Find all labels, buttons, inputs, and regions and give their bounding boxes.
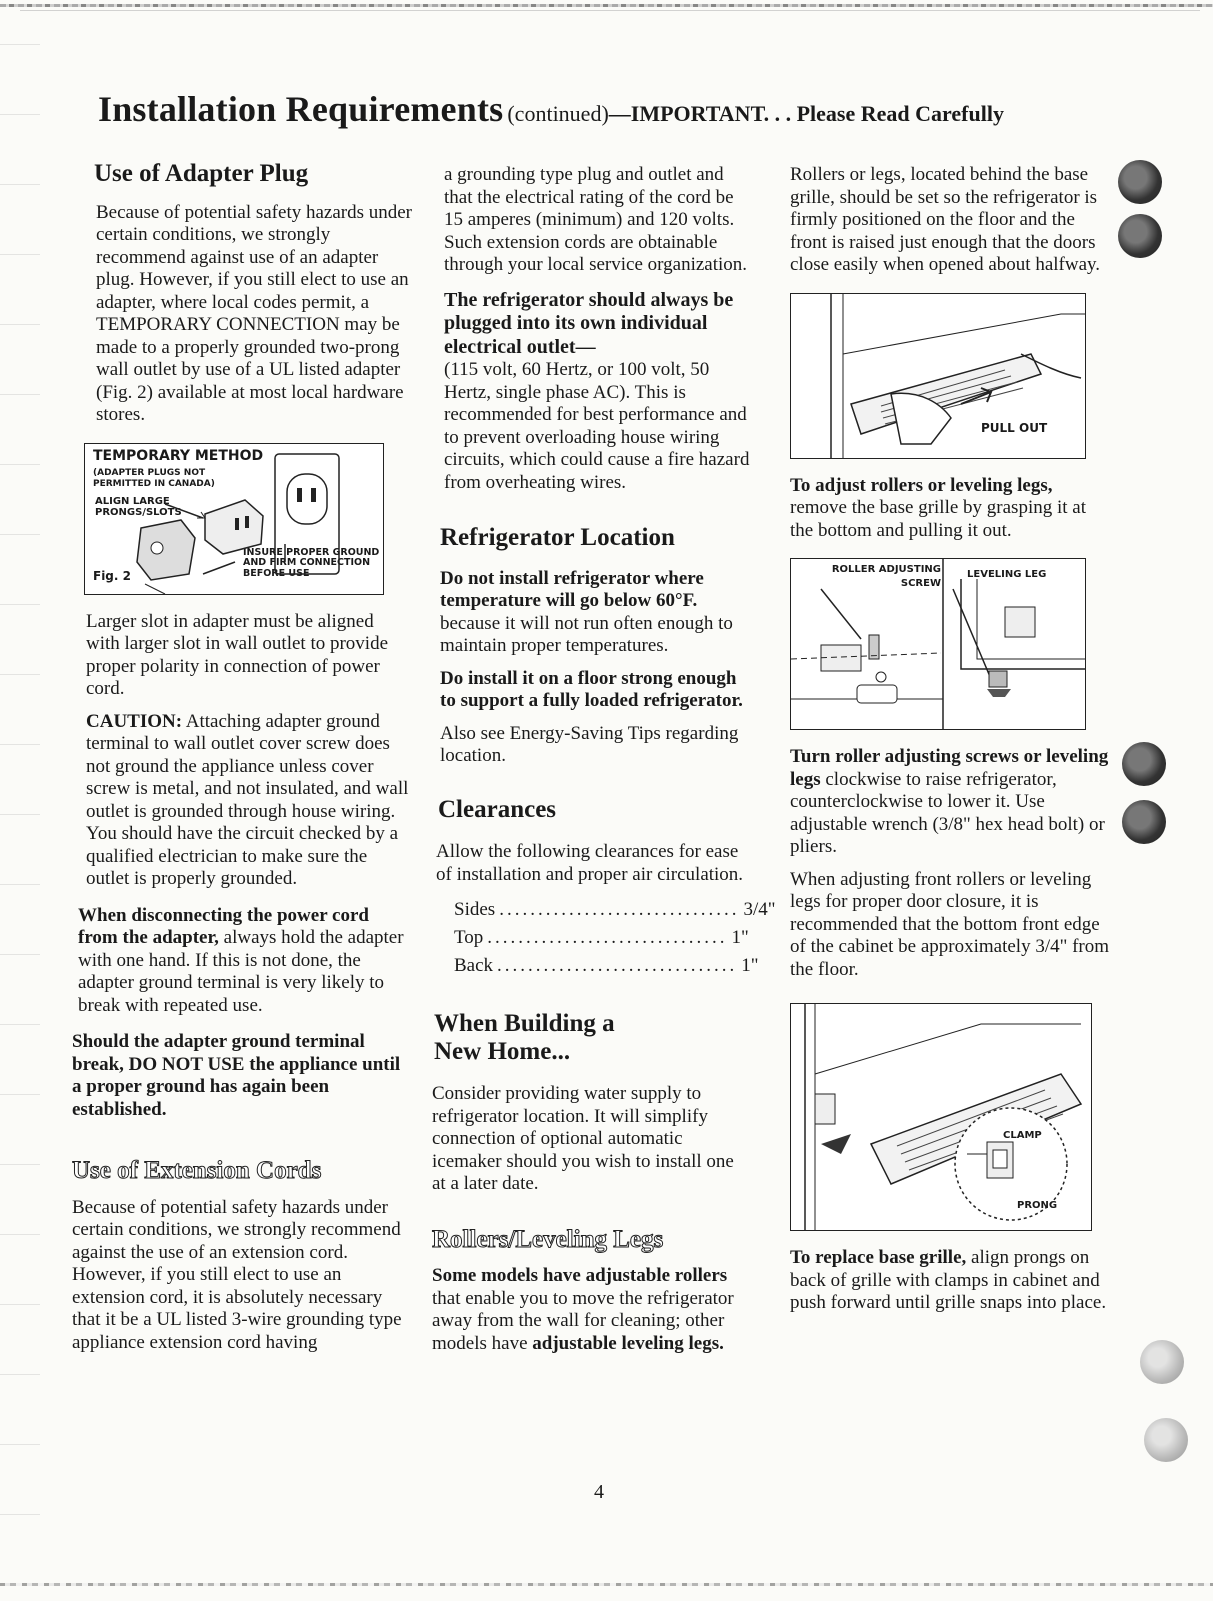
extension-continued: a grounding type plug and outlet and that the electrical rating of the cord be 15 amperes (minimum) and 120 volts. Such extension cords are obtainable through your local service organization. bbox=[444, 164, 748, 275]
outlet-text: (115 volt, 60 Hertz, or 100 volt, 50 Hertz, single phase AC). This is recommended for best performance and to prevent overloading house wiring circuits, which could cause a fire hazard from overheating wires. bbox=[444, 359, 750, 493]
scan-bottom-edge bbox=[0, 1583, 1213, 1586]
leader-dots: ............................... bbox=[497, 955, 738, 976]
pull-out-label: PULL OUT bbox=[981, 420, 1048, 435]
binder-hole-mark bbox=[1122, 742, 1166, 786]
leader-dots: ............................... bbox=[499, 899, 740, 920]
leader-dots: ............................... bbox=[487, 927, 728, 948]
adjust-text: remove the base grille by grasping it at the bottom and pulling it out. bbox=[790, 497, 1086, 541]
roller-leveling-illustration bbox=[791, 559, 1085, 729]
binder-hole-mark bbox=[1118, 160, 1162, 204]
caution-paragraph bbox=[86, 711, 412, 891]
turn-paragraph bbox=[790, 746, 1110, 859]
figure-roller-leveling bbox=[790, 558, 1086, 730]
outlet-bold: The refrigerator should always be plugged into its own individual electrical outlet— bbox=[444, 288, 734, 358]
scan-top-edge bbox=[0, 4, 1213, 7]
rollers-bold-2: adjustable leveling legs. bbox=[532, 1332, 724, 1354]
clearance-value: 3/4" bbox=[743, 899, 776, 920]
binder-hole-mark bbox=[1118, 214, 1162, 258]
replace-grille-illustration bbox=[791, 1004, 1091, 1230]
clearance-name: Top bbox=[454, 927, 484, 948]
disconnect-paragraph bbox=[78, 905, 412, 1018]
caution-text: Attaching adapter ground terminal to wall outlet cover screw does not ground the appliance unless cover screw is metal, and not insulated, and wall outlet is grounded through house wiring. You should have the circuit checked by a qualified electrician to make sure the outlet is properly grounded. bbox=[86, 710, 409, 889]
rollers-text: that enable you to move the refrigerator away from the wall for cleaning; other models have bbox=[432, 1287, 734, 1354]
replace-paragraph bbox=[790, 1247, 1110, 1315]
clearance-row bbox=[454, 952, 759, 980]
clamp-label: CLAMP bbox=[1003, 1130, 1042, 1141]
replace-bold: To replace base grille, bbox=[790, 1247, 967, 1268]
fig2-adapter-note: (ADAPTER PLUGS NOT PERMITTED IN CANADA) bbox=[93, 467, 215, 489]
scan-left-edge bbox=[0, 0, 40, 1560]
page-title bbox=[98, 88, 1004, 130]
replace-text: align prongs on back of grille with clamps in cabinet and push forward until grille snaps into place. bbox=[790, 1247, 1107, 1313]
caution-label: CAUTION: bbox=[86, 710, 183, 732]
rollers-paragraph: Rollers or legs, located behind the base grille, should be set so the refrigerator is firmly positioned on the floor and the front is raised just enough that the doors close easily when opened about halfway. bbox=[790, 164, 1101, 275]
adjust-paragraph bbox=[790, 475, 1110, 543]
leveling-label: LEVELING LEG bbox=[967, 569, 1047, 580]
adjust-bold: To adjust rollers or leveling legs, bbox=[790, 474, 1053, 496]
figure-replace-grille bbox=[790, 1003, 1092, 1231]
fig2-align-label: ALIGN LARGE PRONGS/SLOTS bbox=[95, 495, 182, 518]
prong-label: PRONG bbox=[1017, 1200, 1058, 1211]
scan-top-edge-line bbox=[20, 10, 1200, 11]
rollers-intro-paragraph bbox=[432, 1265, 752, 1355]
binder-hole-mark bbox=[1140, 1340, 1184, 1384]
clearance-name: Sides bbox=[454, 899, 496, 920]
heading-extension-cords: Use of Extension Cords bbox=[72, 1157, 322, 1184]
temperature-paragraph bbox=[440, 568, 752, 658]
heading-new-home: When Building a New Home... bbox=[434, 1010, 615, 1065]
building-paragraph: Consider providing water supply to refrigerator location. It will simplify connection of optional automatic icemaker should you wish to install one at a later date. bbox=[432, 1083, 734, 1194]
floor-warning: Do install it on a floor strong enough to support a fully loaded refrigerator. bbox=[440, 667, 743, 711]
clearance-value: 1" bbox=[731, 927, 749, 948]
heading-adapter-plug: Use of Adapter Plug bbox=[94, 160, 309, 187]
temperature-text: because it will not run often enough to maintain proper temperatures. bbox=[440, 612, 733, 656]
adapter-paragraph: Because of potential safety hazards under certain conditions, we strongly recommend against use of an adapter plug. However, if you still elect to use an adapter, where local codes permit, a TEMPORARY CONNECTION may be made to a properly grounded two-prong wall outlet by use of a UL listed adapter (Fig. 2) available at most local hardware stores. bbox=[96, 201, 413, 425]
break-warning: Should the adapter ground terminal break, DO NOT USE the appliance until a proper ground has again been established. bbox=[72, 1031, 401, 1120]
front-paragraph: When adjusting front rollers or leveling legs for proper door closure, it is recommended that the bottom front edge of the cabinet be approximately 3/4" from the floor. bbox=[790, 868, 1110, 980]
clearances-list bbox=[432, 896, 776, 980]
fig2-insure-label: INSURE PROPER GROUND AND FIRM CONNECTION BEFORE USE bbox=[243, 546, 380, 579]
column-1 bbox=[72, 158, 412, 1364]
disconnect-text: always hold the adapter with one hand. If this is not done, the adapter ground terminal is very likely to break with repeated use. bbox=[78, 927, 404, 1016]
clearance-row bbox=[454, 924, 749, 952]
energy-paragraph: Also see Energy-Saving Tips regarding location. bbox=[440, 722, 739, 766]
binder-hole-mark bbox=[1122, 800, 1166, 844]
heading-clearances: Clearances bbox=[438, 795, 557, 823]
roller-label: ROLLER ADJUSTING SCREW bbox=[831, 564, 941, 589]
fig2-label: Fig. 2 bbox=[93, 568, 131, 583]
clearances-paragraph: Allow the following clearances for ease of installation and proper air circulation. bbox=[436, 841, 744, 885]
binder-hole-mark bbox=[1144, 1418, 1188, 1462]
column-2 bbox=[432, 164, 776, 1365]
figure-2-adapter bbox=[84, 443, 384, 595]
clearance-value: 1" bbox=[741, 955, 759, 976]
title-main: Installation Requirements bbox=[98, 89, 504, 129]
extension-paragraph: Because of potential safety hazards under certain conditions, we strongly recommend against the use of an extension cord. However, if you still elect to use an extension cord, it is absolutely necessary that it be a UL listed 3-wire grounding type appliance extension cord having bbox=[72, 1196, 402, 1353]
adapter-illustration bbox=[85, 444, 383, 594]
column-3 bbox=[790, 164, 1110, 1325]
clearance-name: Back bbox=[454, 955, 494, 976]
heading-rollers-leveling: Rollers/Leveling Legs bbox=[432, 1225, 664, 1253]
turn-text: clockwise to raise refrigerator, counterclockwise to lower it. Use adjustable wrench (3/8" hex head bolt) or pliers. bbox=[790, 768, 1105, 857]
disconnect-bold: When disconnecting the power cord from the adapter, bbox=[78, 904, 369, 948]
heading-refrigerator-location: Refrigerator Location bbox=[440, 524, 675, 551]
title-continued: (continued) bbox=[507, 101, 609, 126]
rollers-bold-1: Some models have adjustable rollers bbox=[432, 1265, 728, 1286]
slot-paragraph: Larger slot in adapter must be aligned with larger slot in wall outlet to provide proper polarity in connection of power cord. bbox=[86, 610, 389, 699]
fig2-temporary-method: TEMPORARY METHOD bbox=[93, 447, 264, 464]
clearance-row bbox=[454, 896, 776, 924]
page-number: 4 bbox=[594, 1481, 604, 1503]
turn-bold: Turn roller adjusting screws or leveling legs bbox=[790, 746, 1109, 790]
figure-pull-out-grille bbox=[790, 293, 1086, 459]
outlet-paragraph bbox=[444, 289, 752, 495]
temperature-bold: Do not install refrigerator where temperature will go below 60°F. bbox=[440, 567, 704, 611]
title-important: —IMPORTANT. . . Please Read Carefully bbox=[608, 101, 1004, 126]
